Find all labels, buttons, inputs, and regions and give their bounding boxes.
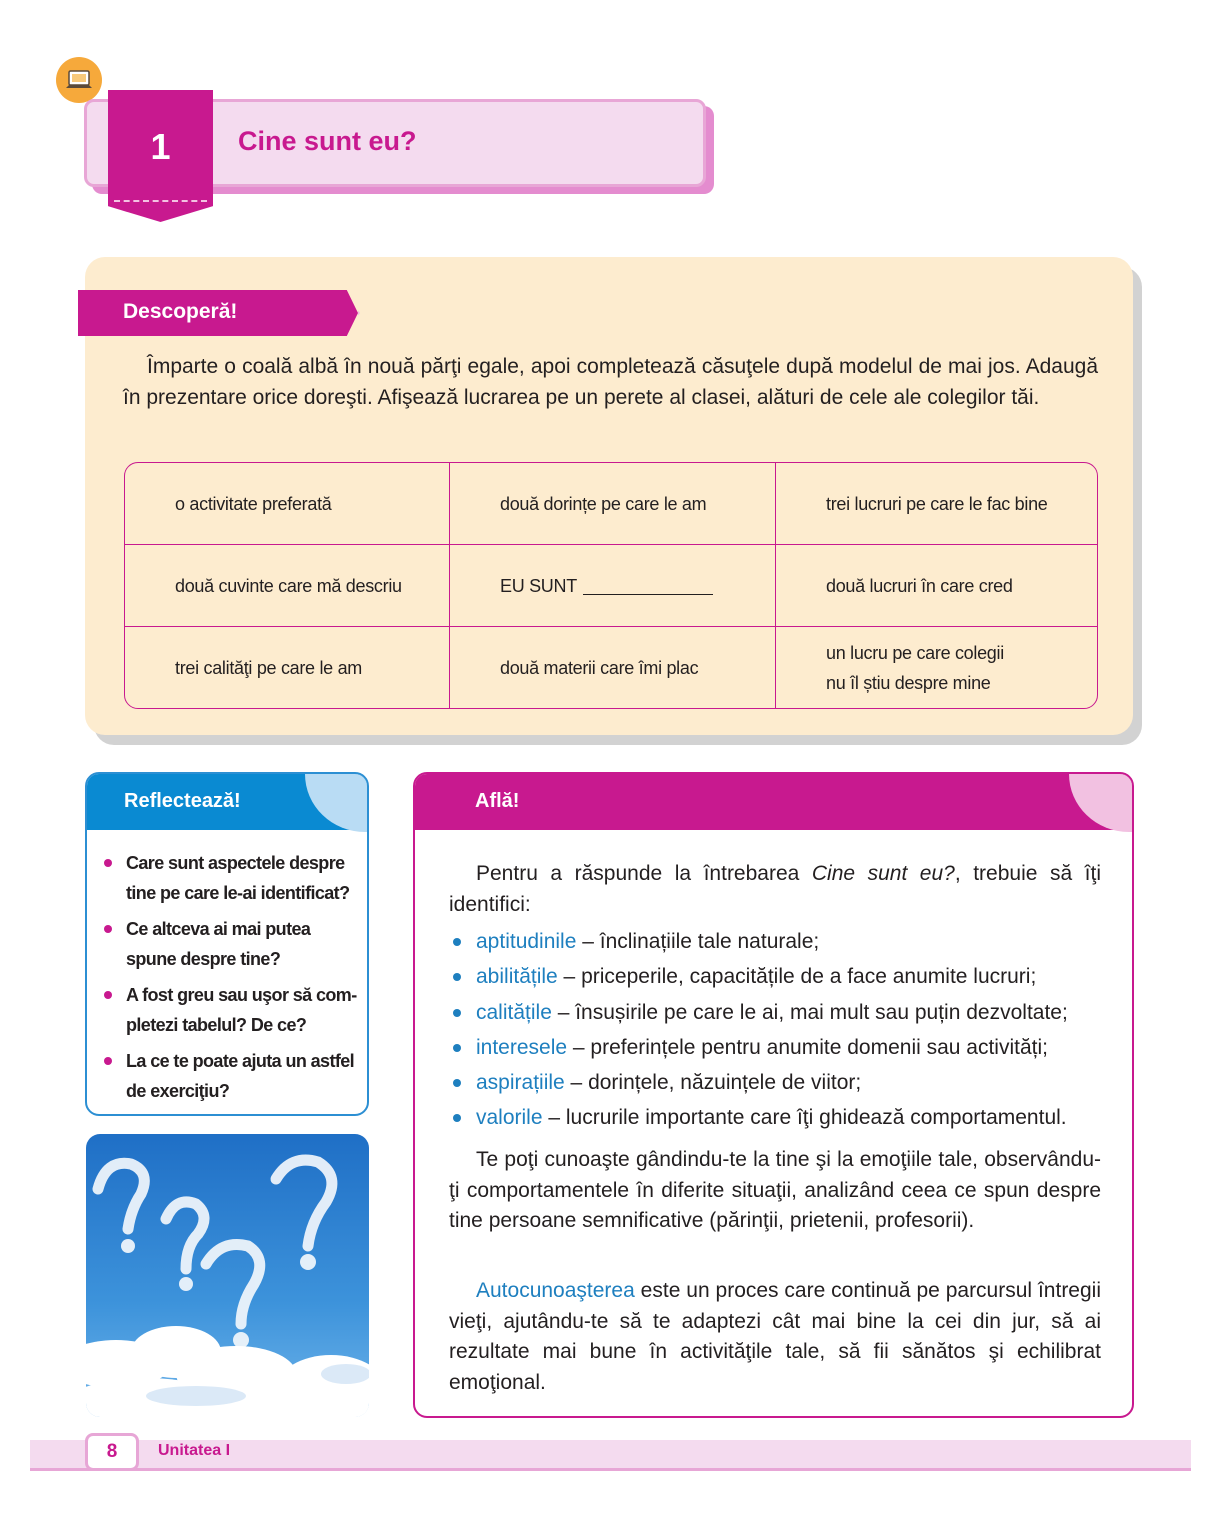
bullet-icon [453,973,461,981]
question-text: A fost greu sau uşor să com-pletezi tabelul? De ce? [126,985,357,1035]
bullet-icon [453,938,461,946]
grid-cell [776,627,1097,708]
grid-cell-line: un lucru pe care colegii [826,642,1004,663]
paragraph-text: este un proces care continuă pe parcursul întregii vieţi, ajutându-te să te adaptezi cât mai bine la cei din jur, să ai rezultate mai bune în activităţile tale, să fii sănătos şi echilibrat emoţional. [449,1279,1101,1394]
term-definition: – priceperile, capacitățile de a face anumite lucruri; [557,965,1037,989]
list-item [449,995,1109,1030]
list-item [103,980,361,1040]
learn-intro [449,858,1101,920]
bullet-icon [453,1044,461,1052]
term-definition: – înclinațiile tale naturale; [576,930,820,953]
grid-cell-line: nu îl știu despre mine [826,672,991,693]
term: interesele [476,1035,568,1059]
intro-question: Cine sunt eu? [811,862,955,885]
question-text: Care sunt aspectele despre tine pe care le-ai identificat? [126,853,350,903]
reflect-questions [103,848,361,1112]
bullet-icon [453,1114,461,1122]
list-item [449,1100,1109,1135]
list-item [103,914,361,974]
bullet-icon [104,925,112,933]
grid-cell: trei calităţi pe care le am [125,627,450,708]
grid-cell: două cuvinte care mă descriu [125,545,450,627]
bullet-icon [453,1009,461,1017]
question-text: La ce te poate ajuta un astfel de exerciţiu? [126,1051,355,1101]
lesson-title: Cine sunt eu? [238,126,417,156]
fill-in-line [583,576,713,595]
grid-cell: o activitate preferată [125,463,450,545]
term-definition: – însușirile pe care le ai, mai mult sau puțin dezvoltate; [551,1000,1068,1024]
learn-header [415,774,1134,830]
term: valorile [476,1106,543,1130]
grid-cell: trei lucruri pe care le fac bine [776,463,1097,545]
bullet-icon [104,859,112,867]
list-item [449,959,1109,994]
list-item [103,1046,361,1106]
question-mark-clouds-image [86,1134,369,1417]
intro-text: , trebuie să îţi identifici: [449,862,1101,916]
lesson-tab-stitch [114,200,207,202]
reflect-box [85,772,369,1116]
list-item [449,1030,1109,1065]
computer-icon [56,57,102,103]
unit-label: Unitatea I [158,1442,231,1459]
lesson-number: 1 [150,126,171,167]
term-definition: – lucrurile importante care îţi ghidează comportamentul. [542,1106,1067,1130]
bullet-icon [104,1057,112,1065]
intro-text: Pentru a răspunde la întrebarea [476,862,812,885]
list-item [449,924,1109,959]
bullet-icon [104,991,112,999]
discover-instructions: Împarte o coală albă în nouă părţi egale, apoi completează căsuţele după modelul de mai jos. Adaugă în prezentare orice doreşti. Afişează lucrarea pe un perete al clasei, alături de cele ale colegilor tăi. [123,355,1098,409]
grid-cell: două materii care îmi plac [450,627,776,708]
term: aspirațiile [476,1071,565,1095]
grid-cell: două lucruri în care cred [776,545,1097,627]
learn-paragraph [449,1276,1101,1398]
page-number: 8 [85,1433,139,1471]
term-definition: – preferințele pentru anumite domenii sau activități; [567,1035,1048,1059]
bullet-icon [453,1079,461,1087]
term: abilitățile [476,965,558,989]
list-item [103,848,361,908]
self-portrait-grid [124,462,1098,709]
eu-sunt-label: EU SUNT [500,575,577,596]
grid-cell: două dorințe pe care le am [450,463,776,545]
learn-title: Află! [475,790,520,812]
discover-title: Descoperă! [123,300,238,323]
question-text: Ce altceva ai mai putea spune despre tine? [126,919,311,969]
learn-paragraph: Te poţi cunoaşte gândindu-te la tine şi la emoţiile tale, observându-ţi comportamentele în diferite situaţii, analizând ceea ce spun despre tine persoane semnificative (părinţii, prietenii, profesorii). [449,1148,1101,1232]
learn-box [413,772,1134,1418]
term: calitățile [476,1000,552,1024]
term-definition: – dorințele, năzuințele de viitor; [564,1071,862,1095]
reflect-title: Reflectează! [124,790,241,812]
term: aptitudinile [476,930,577,953]
list-item [449,1065,1109,1100]
learn-terms-list [449,924,1109,1136]
term: Autocunoaşterea [476,1279,635,1302]
grid-cell-center [450,545,776,627]
